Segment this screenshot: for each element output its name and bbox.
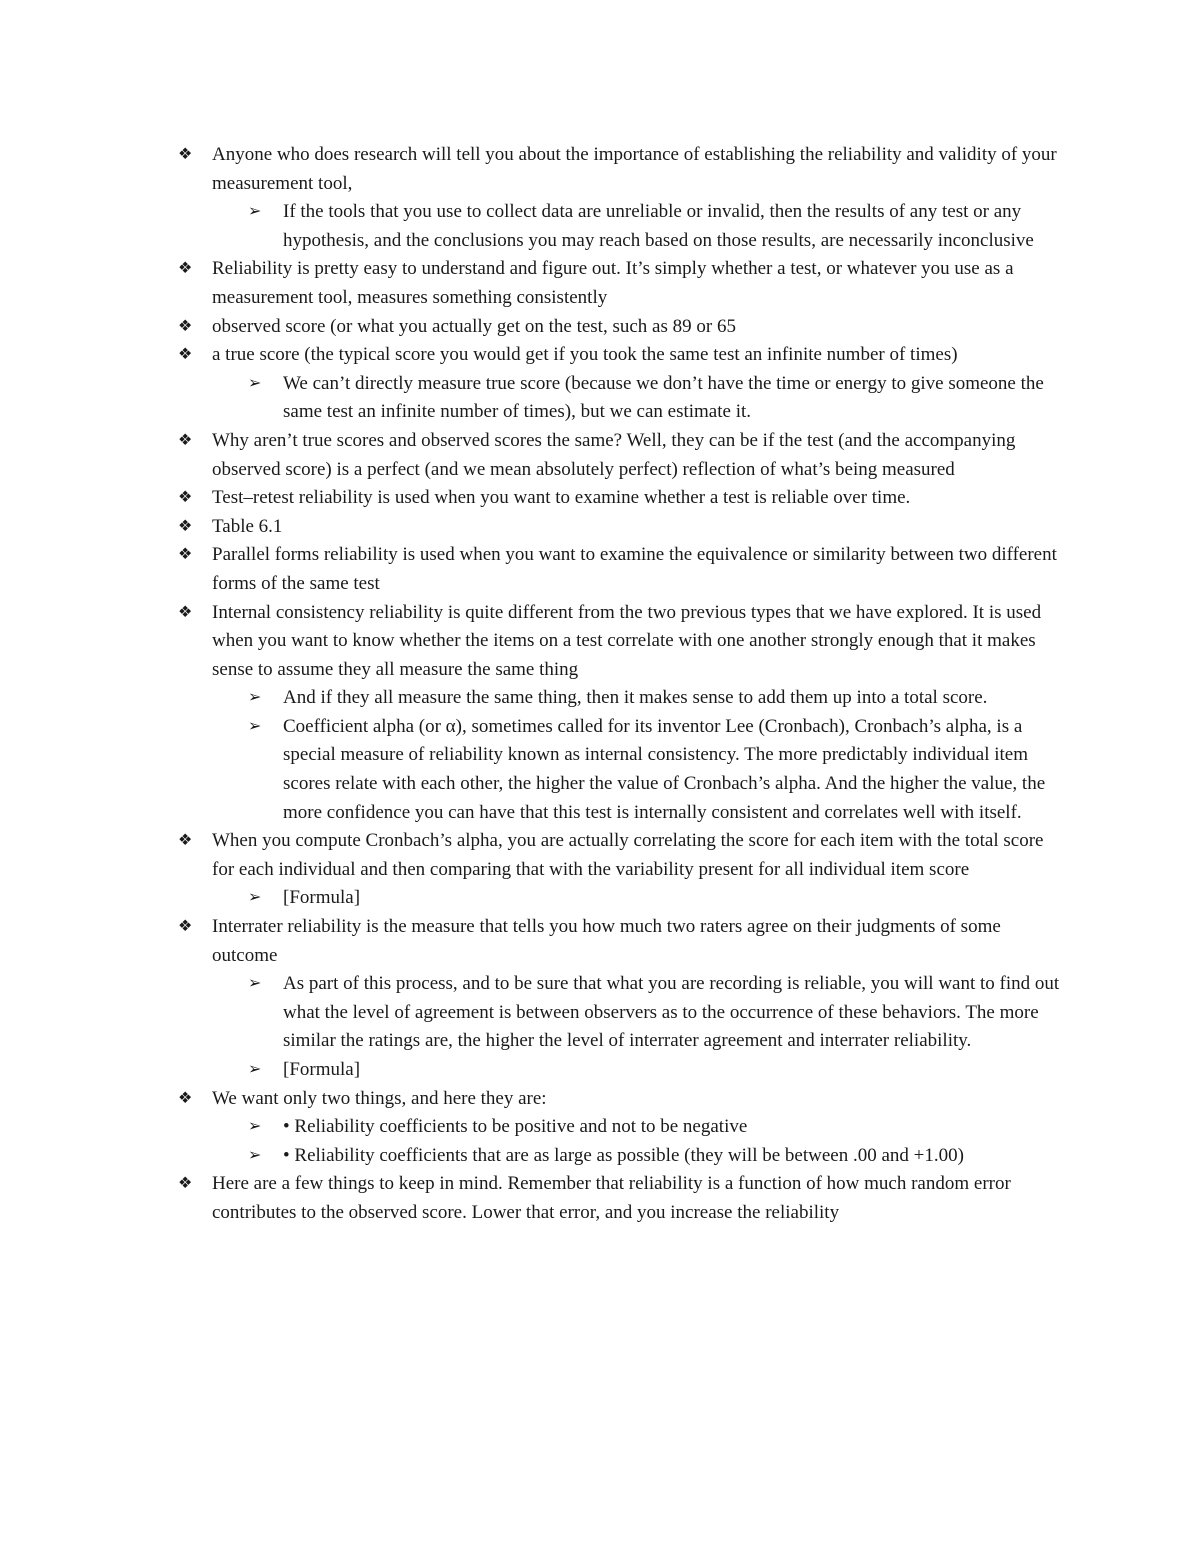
list-item-text: • Reliability coefficients to be positive and not to be negative <box>283 1116 748 1138</box>
arrow-bullet-icon: ➢ <box>248 203 262 221</box>
arrow-bullet-icon: ➢ <box>248 1118 262 1136</box>
list-item <box>0 541 1064 598</box>
diamond-bullet-icon: ❖ <box>178 832 193 850</box>
list-item <box>0 970 1063 1056</box>
arrow-bullet-icon: ➢ <box>248 975 262 993</box>
diamond-bullet-icon: ❖ <box>178 317 193 335</box>
list-item-text: [Formula] <box>283 887 361 909</box>
list-item <box>0 198 1063 255</box>
list-item-text: Table 6.1 <box>212 515 283 537</box>
list-item <box>0 827 1064 884</box>
list-item-text: Test–retest reliability is used when you want to examine whether a test is reliable over time. <box>212 487 911 509</box>
list-item-text: Coefficient alpha (or α), sometimes called for its inventor Lee (Cronbach), Cronbach’s alpha, is a special measure of reliability known as internal consistency. The more predictably individual item scores relate with each other, the higher the value of Cronbach’s alpha. And the higher the value, the more confidence you can have that this test is internally consistent and correlates well with itself. <box>283 715 1046 823</box>
list-item-text: observed score (or what you actually get on the test, such as 89 or 65 <box>212 315 736 337</box>
arrow-bullet-icon: ➢ <box>248 889 262 907</box>
diamond-bullet-icon: ❖ <box>178 1089 193 1107</box>
list-item <box>0 1142 1063 1171</box>
list-item <box>0 1113 1063 1142</box>
list-item-text: We can’t directly measure true score (because we don’t have the time or energy to give someone the same test an infinite number of times), but we can estimate it. <box>283 372 1044 423</box>
list-item <box>0 370 1063 427</box>
list-item <box>0 255 1064 312</box>
list-item-text: a true score (the typical score you would get if you took the same test an infinite number of times) <box>212 344 958 366</box>
list-item-text: And if they all measure the same thing, then it makes sense to add them up into a total score. <box>283 687 988 709</box>
arrow-bullet-icon: ➢ <box>248 717 262 735</box>
list-item-text: When you compute Cronbach’s alpha, you are actually correlating the score for each item with the total score for each individual and then comparing that with the variability present for all individual item score <box>212 830 1044 880</box>
list-item-text: Here are a few things to keep in mind. Remember that reliability is a function of how much random error contributes to the observed score. Lower that error, and you increase the reliability <box>212 1173 1011 1223</box>
list-item-text: As part of this process, and to be sure that what you are recording is reliable, you will want to find out what the level of agreement is between observers as to the occurrence of these behaviors. The more similar the ratings are, the higher the level of interrater agreement and interrater reliability. <box>283 973 1060 1052</box>
list-item <box>0 141 1064 198</box>
list-item <box>0 313 1064 342</box>
list-item <box>0 884 1063 913</box>
list-item <box>0 1056 1063 1085</box>
list-item <box>0 1170 1064 1227</box>
diamond-bullet-icon: ❖ <box>178 546 193 564</box>
list-item-text: Parallel forms reliability is used when you want to examine the equivalence or similarity between two different forms of the same test <box>212 544 1057 594</box>
list-item <box>0 484 1064 513</box>
diamond-bullet-icon: ❖ <box>178 603 193 621</box>
bullet-list <box>0 141 1200 1228</box>
list-item <box>0 341 1064 370</box>
list-item-text: Internal consistency reliability is quite different from the two previous types that we have explored. It is used when you want to know whether the items on a test correlate with one another strongly enough that it makes sense to assume they all measure the same thing <box>212 601 1042 680</box>
arrow-bullet-icon: ➢ <box>248 1061 262 1078</box>
diamond-bullet-icon: ❖ <box>178 517 193 535</box>
list-item-text: Why aren’t true scores and observed scores the same? Well, they can be if the test (and the accompanying observed score) is a perfect (and we mean absolutely perfect) reflection of what’s being measured <box>212 429 1016 480</box>
diamond-bullet-icon: ❖ <box>178 918 193 936</box>
list-item <box>0 1085 1064 1114</box>
list-item <box>0 684 1063 713</box>
list-item <box>0 513 1064 542</box>
list-item <box>0 427 1064 484</box>
diamond-bullet-icon: ❖ <box>178 431 193 449</box>
list-item-text: Interrater reliability is the measure that tells you how much two raters agree on their judgments of some outcome <box>212 916 1001 966</box>
diamond-bullet-icon: ❖ <box>178 489 193 507</box>
list-item-text: If the tools that you use to collect data are unreliable or invalid, then the results of any test or any hypothesis, and the conclusions you may reach based on those results, are necessarily inconclusive <box>283 201 1034 251</box>
arrow-bullet-icon: ➢ <box>248 374 262 392</box>
arrow-bullet-icon: ➢ <box>248 1146 262 1164</box>
list-item-text: We want only two things, and here they are: <box>212 1087 547 1109</box>
list-item <box>0 713 1063 827</box>
list-item-text: [Formula] <box>283 1059 361 1080</box>
list-item <box>0 913 1064 970</box>
list-item-text: Reliability is pretty easy to understand and figure out. It’s simply whether a test, or whatever you use as a measurement tool, measures something consistently <box>212 258 1014 308</box>
diamond-bullet-icon: ❖ <box>178 260 193 278</box>
list-item-text: Anyone who does research will tell you about the importance of establishing the reliability and validity of your measurement tool, <box>212 144 1057 194</box>
list-item-text: • Reliability coefficients that are as large as possible (they will be between .00 and +1.00) <box>283 1144 964 1166</box>
diamond-bullet-icon: ❖ <box>178 346 193 364</box>
diamond-bullet-icon: ❖ <box>178 146 193 163</box>
list-item <box>0 599 1064 685</box>
arrow-bullet-icon: ➢ <box>248 689 262 707</box>
diamond-bullet-icon: ❖ <box>178 1175 193 1193</box>
